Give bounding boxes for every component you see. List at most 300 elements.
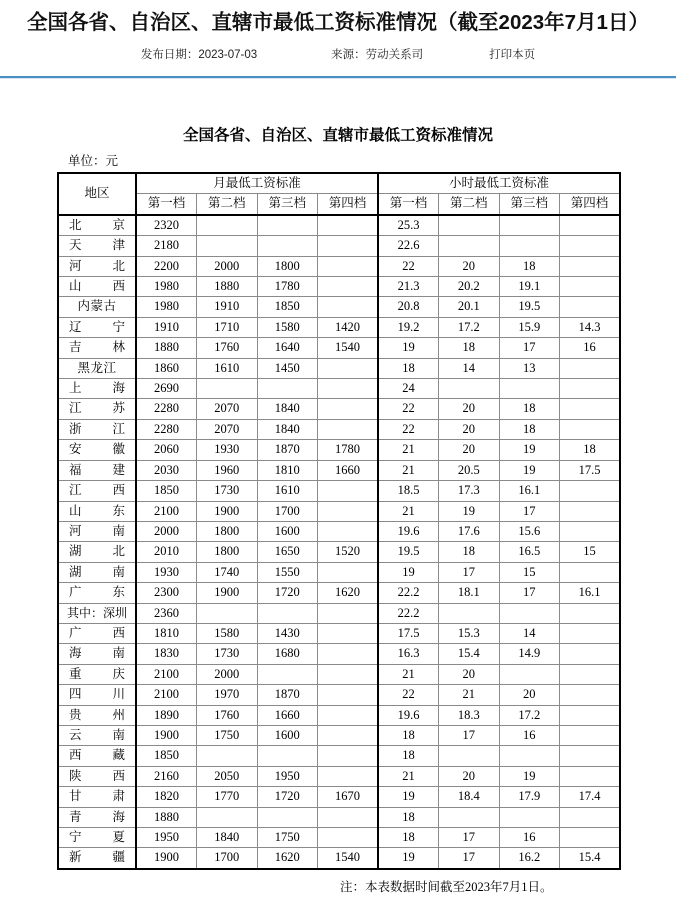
hourly-tier-4-cell bbox=[560, 685, 621, 705]
hourly-tier-1-cell: 21.3 bbox=[378, 277, 439, 297]
hourly-tier-3-cell: 17 bbox=[499, 501, 560, 521]
monthly-tier-4-cell bbox=[318, 399, 379, 419]
monthly-tier-2-cell: 1760 bbox=[197, 705, 258, 725]
hourly-tier-2-cell: 17 bbox=[439, 562, 500, 582]
monthly-tier-2-cell: 1710 bbox=[197, 317, 258, 337]
region-cell bbox=[58, 277, 136, 297]
monthly-tier-3-cell: 1620 bbox=[257, 848, 318, 869]
monthly-tier-2-cell: 1760 bbox=[197, 338, 258, 358]
hourly-tier-1-cell: 18 bbox=[378, 358, 439, 378]
hourly-tier-4-cell: 18 bbox=[560, 440, 621, 460]
region-cell bbox=[58, 399, 136, 419]
hourly-tier-2-cell: 15.3 bbox=[439, 623, 500, 643]
table-body bbox=[58, 215, 620, 869]
hourly-tier-2-cell: 17 bbox=[439, 848, 500, 869]
hourly-tier-1-cell: 18.5 bbox=[378, 481, 439, 501]
hourly-tier-1-cell: 18 bbox=[378, 807, 439, 827]
monthly-tier-3-cell bbox=[257, 664, 318, 684]
hourly-tier-4-cell bbox=[560, 807, 621, 827]
monthly-tier-1-cell: 1910 bbox=[136, 317, 197, 337]
region-label: 湖 北 bbox=[69, 544, 125, 559]
region-cell bbox=[58, 664, 136, 684]
hourly-tier-1-cell: 25.3 bbox=[378, 215, 439, 236]
monthly-tier-3-cell: 1950 bbox=[257, 766, 318, 786]
table-row bbox=[58, 379, 620, 399]
column-group-monthly: 月最低工资标准 bbox=[136, 173, 378, 194]
hourly-tier-2-cell: 17 bbox=[439, 828, 500, 848]
hourly-tier-4-cell bbox=[560, 828, 621, 848]
hourly-tier-4-cell bbox=[560, 664, 621, 684]
table-row bbox=[58, 725, 620, 745]
region-label: 广 东 bbox=[69, 585, 125, 600]
table-row bbox=[58, 358, 620, 378]
table-row bbox=[58, 766, 620, 786]
monthly-tier-4-cell bbox=[318, 766, 379, 786]
hourly-tier-1-cell: 22.6 bbox=[378, 236, 439, 256]
monthly-tier-3-cell: 1870 bbox=[257, 440, 318, 460]
hourly-tier-2-cell: 14 bbox=[439, 358, 500, 378]
hourly-tier-4-cell: 16 bbox=[560, 338, 621, 358]
monthly-tier-1-cell: 2690 bbox=[136, 379, 197, 399]
region-cell bbox=[58, 644, 136, 664]
monthly-tier-2-cell: 2070 bbox=[197, 419, 258, 439]
monthly-tier-4-cell bbox=[318, 521, 379, 541]
region-label: 贵 州 bbox=[69, 707, 125, 722]
monthly-tier-3-cell bbox=[257, 379, 318, 399]
hourly-tier-3-cell: 17 bbox=[499, 338, 560, 358]
hourly-tier-1-cell: 18 bbox=[378, 828, 439, 848]
region-label: 天 津 bbox=[69, 238, 125, 253]
table-row bbox=[58, 460, 620, 480]
region-label: 四 川 bbox=[69, 687, 125, 702]
table-row bbox=[58, 419, 620, 439]
monthly-tier-2-cell: 1730 bbox=[197, 644, 258, 664]
column-header-hourly-tier-2: 第二档 bbox=[439, 194, 500, 215]
monthly-tier-4-cell bbox=[318, 603, 379, 623]
monthly-tier-3-cell: 1580 bbox=[257, 317, 318, 337]
monthly-tier-1-cell: 2300 bbox=[136, 583, 197, 603]
monthly-tier-2-cell: 1880 bbox=[197, 277, 258, 297]
page-title: 全国各省、自治区、直辖市最低工资标准情况（截至2023年7月1日） bbox=[27, 11, 649, 34]
monthly-tier-1-cell: 1900 bbox=[136, 848, 197, 869]
region-cell bbox=[58, 828, 136, 848]
region-cell bbox=[58, 440, 136, 460]
monthly-tier-3-cell: 1650 bbox=[257, 542, 318, 562]
region-cell bbox=[58, 215, 136, 236]
table-row bbox=[58, 583, 620, 603]
hourly-tier-1-cell: 21 bbox=[378, 460, 439, 480]
table-row bbox=[58, 501, 620, 521]
column-header-hourly-tier-1: 第一档 bbox=[378, 194, 439, 215]
hourly-tier-2-cell: 20 bbox=[439, 256, 500, 276]
table-row bbox=[58, 338, 620, 358]
region-cell bbox=[58, 256, 136, 276]
hourly-tier-1-cell: 19.2 bbox=[378, 317, 439, 337]
hourly-tier-1-cell: 22 bbox=[378, 256, 439, 276]
table-header-row-groups bbox=[58, 173, 620, 194]
hourly-tier-3-cell: 19.1 bbox=[499, 277, 560, 297]
print-page-link[interactable]: 打印本页 bbox=[489, 49, 536, 61]
hourly-tier-1-cell: 22.2 bbox=[378, 583, 439, 603]
monthly-tier-2-cell: 1970 bbox=[197, 685, 258, 705]
page-meta bbox=[0, 47, 676, 63]
monthly-tier-3-cell: 1850 bbox=[257, 297, 318, 317]
monthly-tier-3-cell: 1640 bbox=[257, 338, 318, 358]
hourly-tier-4-cell bbox=[560, 419, 621, 439]
hourly-tier-3-cell: 19 bbox=[499, 766, 560, 786]
monthly-tier-4-cell bbox=[318, 277, 379, 297]
hourly-tier-1-cell: 19 bbox=[378, 787, 439, 807]
monthly-tier-1-cell: 1900 bbox=[136, 725, 197, 745]
monthly-tier-2-cell: 1960 bbox=[197, 460, 258, 480]
region-label: 江 西 bbox=[69, 483, 125, 498]
region-cell bbox=[58, 766, 136, 786]
region-label: 上 海 bbox=[69, 381, 125, 396]
column-header-monthly-tier-2: 第二档 bbox=[197, 194, 258, 215]
monthly-tier-2-cell: 1910 bbox=[197, 297, 258, 317]
hourly-tier-2-cell: 20 bbox=[439, 766, 500, 786]
hourly-tier-2-cell bbox=[439, 746, 500, 766]
region-cell bbox=[58, 521, 136, 541]
monthly-tier-3-cell bbox=[257, 215, 318, 236]
hourly-tier-1-cell: 18 bbox=[378, 725, 439, 745]
monthly-tier-4-cell: 1780 bbox=[318, 440, 379, 460]
region-cell bbox=[58, 787, 136, 807]
publish-date: 发布日期：2023-07-03 bbox=[140, 49, 258, 61]
monthly-tier-4-cell: 1540 bbox=[318, 338, 379, 358]
monthly-tier-2-cell: 1740 bbox=[197, 562, 258, 582]
region-label: 安 徽 bbox=[69, 442, 125, 457]
monthly-tier-3-cell: 1600 bbox=[257, 521, 318, 541]
table-row bbox=[58, 828, 620, 848]
monthly-tier-1-cell: 1850 bbox=[136, 746, 197, 766]
monthly-tier-2-cell: 1900 bbox=[197, 501, 258, 521]
region-cell bbox=[58, 725, 136, 745]
hourly-tier-3-cell: 20 bbox=[499, 685, 560, 705]
monthly-tier-3-cell bbox=[257, 746, 318, 766]
hourly-tier-3-cell: 19 bbox=[499, 440, 560, 460]
monthly-tier-4-cell bbox=[318, 746, 379, 766]
monthly-tier-2-cell: 1770 bbox=[197, 787, 258, 807]
table-row bbox=[58, 256, 620, 276]
monthly-tier-4-cell bbox=[318, 725, 379, 745]
table-row bbox=[58, 236, 620, 256]
hourly-tier-2-cell: 20.5 bbox=[439, 460, 500, 480]
hourly-tier-2-cell: 17.3 bbox=[439, 481, 500, 501]
hourly-tier-3-cell bbox=[499, 236, 560, 256]
monthly-tier-4-cell bbox=[318, 685, 379, 705]
hourly-tier-3-cell bbox=[499, 664, 560, 684]
region-label: 黑龙江 bbox=[77, 360, 117, 375]
monthly-tier-4-cell bbox=[318, 481, 379, 501]
table-row bbox=[58, 787, 620, 807]
monthly-tier-2-cell: 1900 bbox=[197, 583, 258, 603]
region-label: 辽 宁 bbox=[69, 319, 125, 334]
monthly-tier-1-cell: 1810 bbox=[136, 623, 197, 643]
hourly-tier-3-cell: 17.2 bbox=[499, 705, 560, 725]
table-row bbox=[58, 603, 620, 623]
region-cell bbox=[58, 338, 136, 358]
table-row bbox=[58, 746, 620, 766]
monthly-tier-4-cell bbox=[318, 297, 379, 317]
monthly-tier-2-cell: 1580 bbox=[197, 623, 258, 643]
monthly-tier-2-cell: 2070 bbox=[197, 399, 258, 419]
monthly-tier-3-cell: 1430 bbox=[257, 623, 318, 643]
table-row bbox=[58, 317, 620, 337]
hourly-tier-2-cell: 20 bbox=[439, 399, 500, 419]
region-cell bbox=[58, 297, 136, 317]
hourly-tier-3-cell: 16.5 bbox=[499, 542, 560, 562]
region-label: 重 庆 bbox=[69, 666, 125, 681]
table-row bbox=[58, 562, 620, 582]
monthly-tier-1-cell: 1890 bbox=[136, 705, 197, 725]
hourly-tier-1-cell: 19 bbox=[378, 338, 439, 358]
region-label: 湖 南 bbox=[69, 564, 125, 579]
table-row bbox=[58, 848, 620, 869]
hourly-tier-2-cell: 20 bbox=[439, 419, 500, 439]
hourly-tier-1-cell: 20.8 bbox=[378, 297, 439, 317]
hourly-tier-1-cell: 19 bbox=[378, 562, 439, 582]
hourly-tier-3-cell: 18 bbox=[499, 399, 560, 419]
region-cell bbox=[58, 481, 136, 501]
hourly-tier-4-cell bbox=[560, 215, 621, 236]
monthly-tier-3-cell: 1680 bbox=[257, 644, 318, 664]
hourly-tier-1-cell: 22 bbox=[378, 399, 439, 419]
hourly-tier-1-cell: 21 bbox=[378, 440, 439, 460]
hourly-tier-3-cell bbox=[499, 215, 560, 236]
monthly-tier-3-cell: 1600 bbox=[257, 725, 318, 745]
hourly-tier-2-cell: 17.2 bbox=[439, 317, 500, 337]
hourly-tier-3-cell: 14 bbox=[499, 623, 560, 643]
hourly-tier-4-cell bbox=[560, 766, 621, 786]
hourly-tier-4-cell bbox=[560, 746, 621, 766]
monthly-tier-1-cell: 1880 bbox=[136, 807, 197, 827]
monthly-tier-3-cell: 1840 bbox=[257, 419, 318, 439]
hourly-tier-4-cell bbox=[560, 501, 621, 521]
monthly-tier-3-cell: 1700 bbox=[257, 501, 318, 521]
region-cell bbox=[58, 419, 136, 439]
monthly-tier-3-cell: 1870 bbox=[257, 685, 318, 705]
hourly-tier-2-cell bbox=[439, 807, 500, 827]
hourly-tier-1-cell: 21 bbox=[378, 664, 439, 684]
hourly-tier-1-cell: 19.6 bbox=[378, 521, 439, 541]
table-row bbox=[58, 542, 620, 562]
monthly-tier-2-cell: 2050 bbox=[197, 766, 258, 786]
region-label: 北 京 bbox=[69, 217, 125, 232]
monthly-tier-4-cell bbox=[318, 419, 379, 439]
hourly-tier-3-cell: 15.6 bbox=[499, 521, 560, 541]
hourly-tier-4-cell bbox=[560, 277, 621, 297]
hourly-tier-4-cell: 15 bbox=[560, 542, 621, 562]
region-label: 西 藏 bbox=[69, 748, 125, 763]
monthly-tier-4-cell bbox=[318, 664, 379, 684]
monthly-tier-4-cell bbox=[318, 236, 379, 256]
monthly-tier-4-cell bbox=[318, 644, 379, 664]
hourly-tier-2-cell: 17 bbox=[439, 725, 500, 745]
region-cell bbox=[58, 236, 136, 256]
region-label: 河 南 bbox=[69, 523, 125, 538]
column-header-monthly-tier-1: 第一档 bbox=[136, 194, 197, 215]
region-cell bbox=[58, 542, 136, 562]
hourly-tier-1-cell: 19.5 bbox=[378, 542, 439, 562]
monthly-tier-1-cell: 2160 bbox=[136, 766, 197, 786]
monthly-tier-2-cell: 1700 bbox=[197, 848, 258, 869]
table-row bbox=[58, 623, 620, 643]
hourly-tier-1-cell: 24 bbox=[378, 379, 439, 399]
hourly-tier-2-cell: 18.4 bbox=[439, 787, 500, 807]
table-header-row-tiers bbox=[58, 194, 620, 215]
hourly-tier-4-cell bbox=[560, 603, 621, 623]
region-cell bbox=[58, 603, 136, 623]
monthly-tier-1-cell: 2280 bbox=[136, 399, 197, 419]
monthly-tier-1-cell: 1930 bbox=[136, 562, 197, 582]
hourly-tier-2-cell: 21 bbox=[439, 685, 500, 705]
hourly-tier-2-cell: 18.3 bbox=[439, 705, 500, 725]
hourly-tier-1-cell: 21 bbox=[378, 501, 439, 521]
monthly-tier-3-cell bbox=[257, 807, 318, 827]
hourly-tier-2-cell: 18.1 bbox=[439, 583, 500, 603]
hourly-tier-3-cell: 17 bbox=[499, 583, 560, 603]
table-row bbox=[58, 297, 620, 317]
monthly-tier-1-cell: 2280 bbox=[136, 419, 197, 439]
monthly-tier-1-cell: 2030 bbox=[136, 460, 197, 480]
monthly-tier-2-cell bbox=[197, 236, 258, 256]
region-label: 云 南 bbox=[69, 727, 125, 742]
region-cell bbox=[58, 746, 136, 766]
monthly-tier-4-cell bbox=[318, 215, 379, 236]
monthly-tier-4-cell bbox=[318, 501, 379, 521]
hourly-tier-3-cell: 16.1 bbox=[499, 481, 560, 501]
monthly-tier-1-cell: 1850 bbox=[136, 481, 197, 501]
monthly-tier-4-cell bbox=[318, 256, 379, 276]
table-row bbox=[58, 685, 620, 705]
monthly-tier-1-cell: 1820 bbox=[136, 787, 197, 807]
region-cell bbox=[58, 562, 136, 582]
hourly-tier-4-cell bbox=[560, 623, 621, 643]
hourly-tier-4-cell bbox=[560, 358, 621, 378]
monthly-tier-2-cell: 1750 bbox=[197, 725, 258, 745]
hourly-tier-2-cell: 18 bbox=[439, 338, 500, 358]
hourly-tier-3-cell: 19 bbox=[499, 460, 560, 480]
monthly-tier-3-cell bbox=[257, 603, 318, 623]
region-label: 海 南 bbox=[69, 646, 125, 661]
hourly-tier-4-cell bbox=[560, 256, 621, 276]
monthly-tier-3-cell: 1720 bbox=[257, 583, 318, 603]
table-row bbox=[58, 664, 620, 684]
monthly-tier-4-cell: 1540 bbox=[318, 848, 379, 869]
monthly-tier-3-cell: 1720 bbox=[257, 787, 318, 807]
monthly-tier-4-cell bbox=[318, 562, 379, 582]
hourly-tier-4-cell: 14.3 bbox=[560, 317, 621, 337]
region-label: 甘 肃 bbox=[69, 789, 125, 804]
table-title: 全国各省、自治区、直辖市最低工资标准情况 bbox=[182, 127, 493, 144]
region-cell bbox=[58, 848, 136, 869]
region-cell bbox=[58, 358, 136, 378]
hourly-tier-2-cell: 15.4 bbox=[439, 644, 500, 664]
page-header bbox=[0, 0, 676, 63]
monthly-tier-2-cell: 2000 bbox=[197, 256, 258, 276]
monthly-tier-4-cell: 1520 bbox=[318, 542, 379, 562]
hourly-tier-3-cell: 14.9 bbox=[499, 644, 560, 664]
monthly-tier-1-cell: 1950 bbox=[136, 828, 197, 848]
hourly-tier-4-cell bbox=[560, 562, 621, 582]
table-row bbox=[58, 399, 620, 419]
monthly-tier-3-cell: 1780 bbox=[257, 277, 318, 297]
monthly-tier-1-cell: 2000 bbox=[136, 521, 197, 541]
hourly-tier-4-cell: 17.4 bbox=[560, 787, 621, 807]
hourly-tier-4-cell bbox=[560, 725, 621, 745]
region-label: 河 北 bbox=[69, 258, 125, 273]
hourly-tier-4-cell: 17.5 bbox=[560, 460, 621, 480]
monthly-tier-2-cell bbox=[197, 746, 258, 766]
region-label: 江 苏 bbox=[69, 401, 125, 416]
hourly-tier-2-cell: 18 bbox=[439, 542, 500, 562]
hourly-tier-4-cell: 16.1 bbox=[560, 583, 621, 603]
hourly-tier-4-cell bbox=[560, 399, 621, 419]
region-cell bbox=[58, 379, 136, 399]
hourly-tier-4-cell bbox=[560, 297, 621, 317]
monthly-tier-2-cell: 1730 bbox=[197, 481, 258, 501]
header-divider-shadow bbox=[0, 78, 676, 79]
region-cell bbox=[58, 623, 136, 643]
hourly-tier-3-cell: 13 bbox=[499, 358, 560, 378]
table-row bbox=[58, 521, 620, 541]
hourly-tier-2-cell bbox=[439, 215, 500, 236]
monthly-tier-2-cell: 1930 bbox=[197, 440, 258, 460]
table-row bbox=[58, 440, 620, 460]
region-label: 浙 江 bbox=[69, 421, 125, 436]
hourly-tier-2-cell: 20.2 bbox=[439, 277, 500, 297]
monthly-tier-1-cell: 2100 bbox=[136, 685, 197, 705]
minimum-wage-table bbox=[57, 172, 621, 870]
region-cell bbox=[58, 807, 136, 827]
column-header-region: 地区 bbox=[58, 173, 136, 215]
hourly-tier-2-cell bbox=[439, 236, 500, 256]
hourly-tier-3-cell bbox=[499, 379, 560, 399]
monthly-tier-4-cell bbox=[318, 828, 379, 848]
region-cell bbox=[58, 685, 136, 705]
monthly-tier-1-cell: 1980 bbox=[136, 297, 197, 317]
region-label: 内蒙古 bbox=[77, 299, 117, 314]
monthly-tier-3-cell: 1800 bbox=[257, 256, 318, 276]
region-label: 福 建 bbox=[69, 462, 125, 477]
monthly-tier-4-cell: 1420 bbox=[318, 317, 379, 337]
region-label: 山 东 bbox=[69, 503, 125, 518]
table-row bbox=[58, 807, 620, 827]
hourly-tier-4-cell bbox=[560, 236, 621, 256]
column-header-monthly-tier-4: 第四档 bbox=[318, 194, 379, 215]
region-label: 吉 林 bbox=[69, 340, 125, 355]
hourly-tier-4-cell: 15.4 bbox=[560, 848, 621, 869]
hourly-tier-1-cell: 18 bbox=[378, 746, 439, 766]
hourly-tier-2-cell: 20 bbox=[439, 440, 500, 460]
column-header-hourly-tier-4: 第四档 bbox=[560, 194, 621, 215]
monthly-tier-2-cell bbox=[197, 379, 258, 399]
monthly-tier-3-cell: 1550 bbox=[257, 562, 318, 582]
hourly-tier-3-cell bbox=[499, 746, 560, 766]
monthly-tier-2-cell: 1800 bbox=[197, 521, 258, 541]
column-group-hourly: 小时最低工资标准 bbox=[378, 173, 620, 194]
hourly-tier-1-cell: 22.2 bbox=[378, 603, 439, 623]
monthly-tier-3-cell: 1660 bbox=[257, 705, 318, 725]
hourly-tier-1-cell: 22 bbox=[378, 419, 439, 439]
hourly-tier-2-cell: 19 bbox=[439, 501, 500, 521]
monthly-tier-4-cell bbox=[318, 705, 379, 725]
hourly-tier-4-cell bbox=[560, 481, 621, 501]
monthly-tier-2-cell bbox=[197, 215, 258, 236]
monthly-tier-4-cell: 1670 bbox=[318, 787, 379, 807]
monthly-tier-2-cell: 2000 bbox=[197, 664, 258, 684]
